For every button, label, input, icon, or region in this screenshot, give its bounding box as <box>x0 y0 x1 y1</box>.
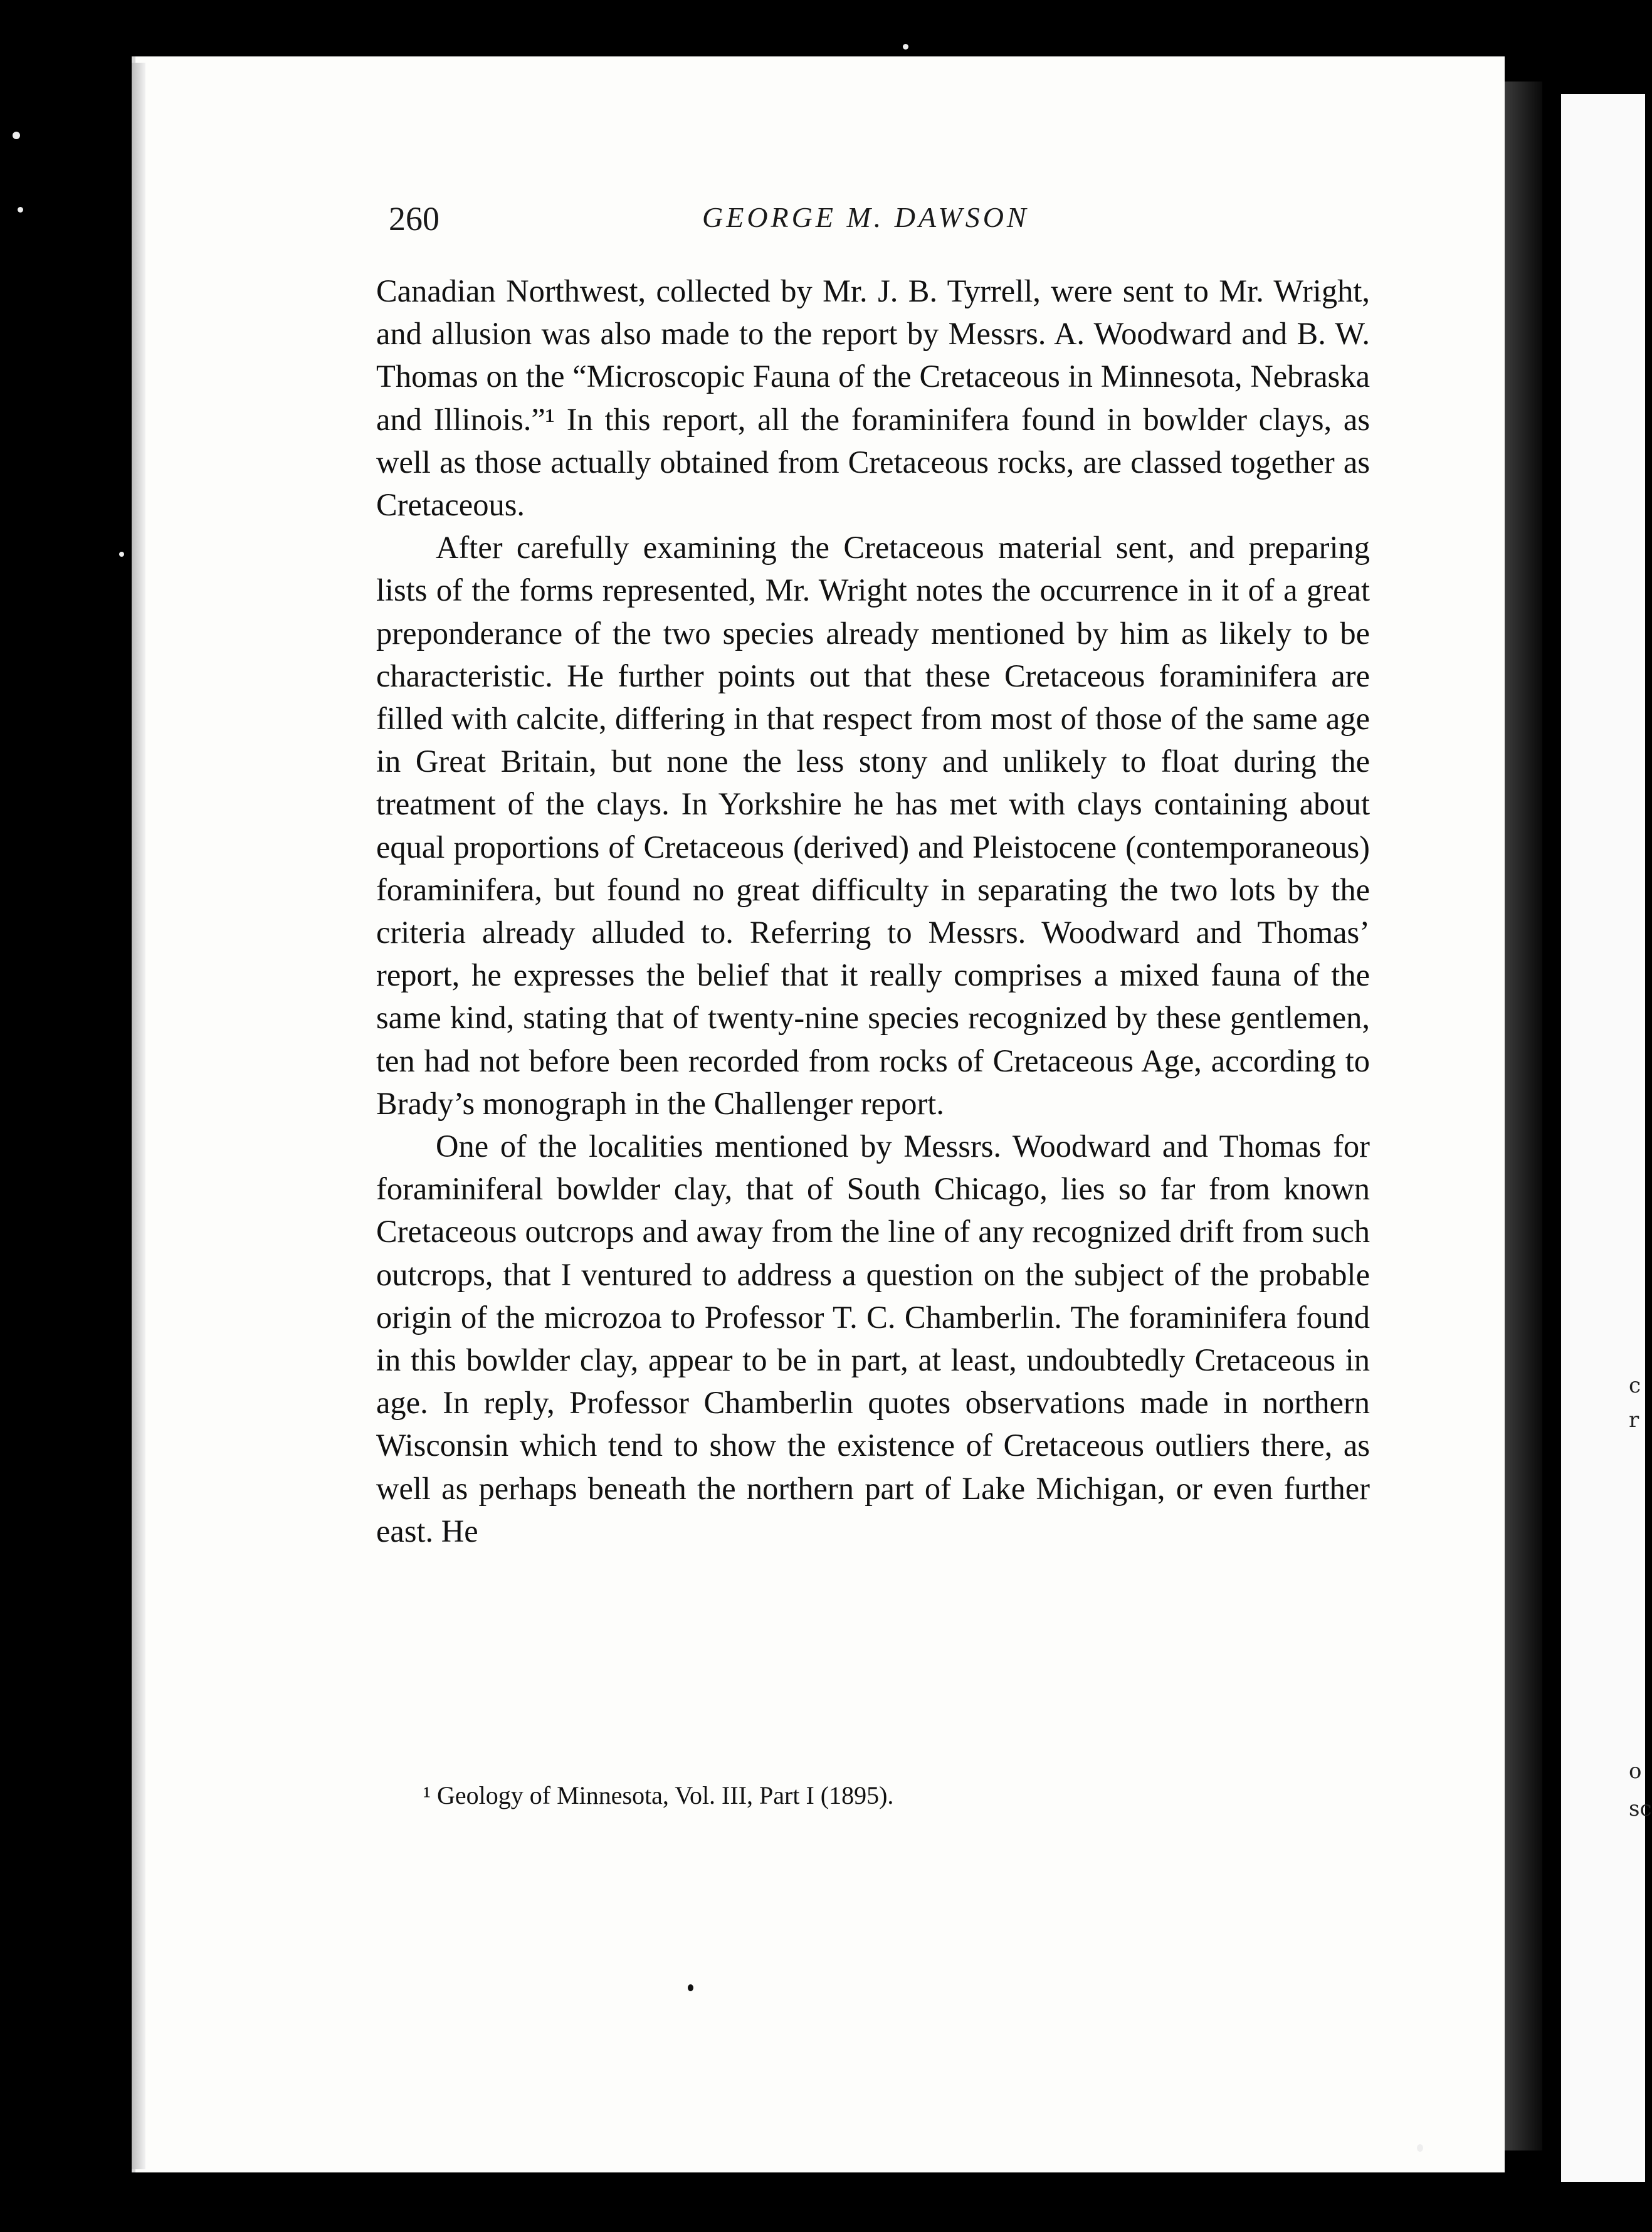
scan-speck <box>13 132 20 139</box>
scan-speck <box>18 207 23 213</box>
paragraph: After carefully examining the Cretaceous material sent, and preparing lists of the forms represented, Mr. Wright notes the occurrence in it of a great preponderance of the two species already mentioned by him as likely to be characteristic. He further points out that these Cretaceous foraminifera are filled with calcite, differing in that respect from most of those of the same age in Great Britain, but none the less stony and unlikely to float during the treatment of the clays. In Yorkshire he has met with clays containing about equal proportions of Cretaceous (derived) and Pleistocene (contemporaneous) foraminifera, but found no great difficulty in separating the two lots by the criteria already alluded to. Referring to Messrs. Woodward and Thomas’ report, he expresses the belief that it really comprises a mixed fauna of the same kind, stating that of twenty-nine species recognized by these gentlemen, ten had not before been recorded from rocks of Cretaceous Age, according to Brady’s monograph in the Challenger report. <box>376 530 1370 1121</box>
facing-page-fragment: c <box>1629 1373 1641 1398</box>
facing-page-edge <box>1561 94 1645 2182</box>
scan-speck <box>903 44 908 50</box>
scan-speck <box>119 552 124 557</box>
page-binding-edge <box>132 63 145 2169</box>
running-head: GEORGE M. DAWSON <box>702 201 1029 233</box>
paragraph: One of the localities mentioned by Messrs. Woodward and Thomas for foraminiferal bowlder clay, that of South Chicago, lies so far from known Cretaceous outcrops and away from the line of any recognized drift from such outcrops, that I ventured to address a question on the subject of the probable origin of the microzoa to Professor T. C. Chamberlin. The foraminifera found in this bowlder clay, appear to be in part, at least, undoubtedly Cretaceous in age. In reply, Professor Chamberlin quotes observations made in northern Wisconsin which tend to show the existence of Cretaceous outliers there, as well as perhaps beneath the northern part of Lake Michigan, or even further east. He <box>376 1129 1370 1549</box>
page-header <box>389 199 1379 243</box>
scan-speck <box>688 1984 693 1991</box>
facing-page-fragment: sc <box>1629 1796 1652 1821</box>
page-gutter-shadow <box>1505 82 1542 2150</box>
facing-page-fragment: r <box>1629 1408 1639 1433</box>
body-text <box>376 270 1370 1552</box>
page-number: 260 <box>389 200 439 238</box>
paragraph: Canadian Northwest, collected by Mr. J. B. Tyrrell, were sent to Mr. Wright, and allusion was also made to the report by Messrs. A. Woodward and B. W. Thomas on the “Microscopic Fauna of the Cretaceous in Minnesota, Nebraska and Illinois.”¹ In this report, all the foraminifera found in bowlder clays, as well as those actually obtained from Cretaceous rocks, are classed together as Cretaceous. <box>376 273 1370 523</box>
footnote: ¹ Geology of Minnesota, Vol. III, Part I (1895). <box>423 1781 894 1809</box>
facing-page-fragment: o <box>1629 1759 1642 1784</box>
scan-speck <box>1417 2144 1423 2152</box>
